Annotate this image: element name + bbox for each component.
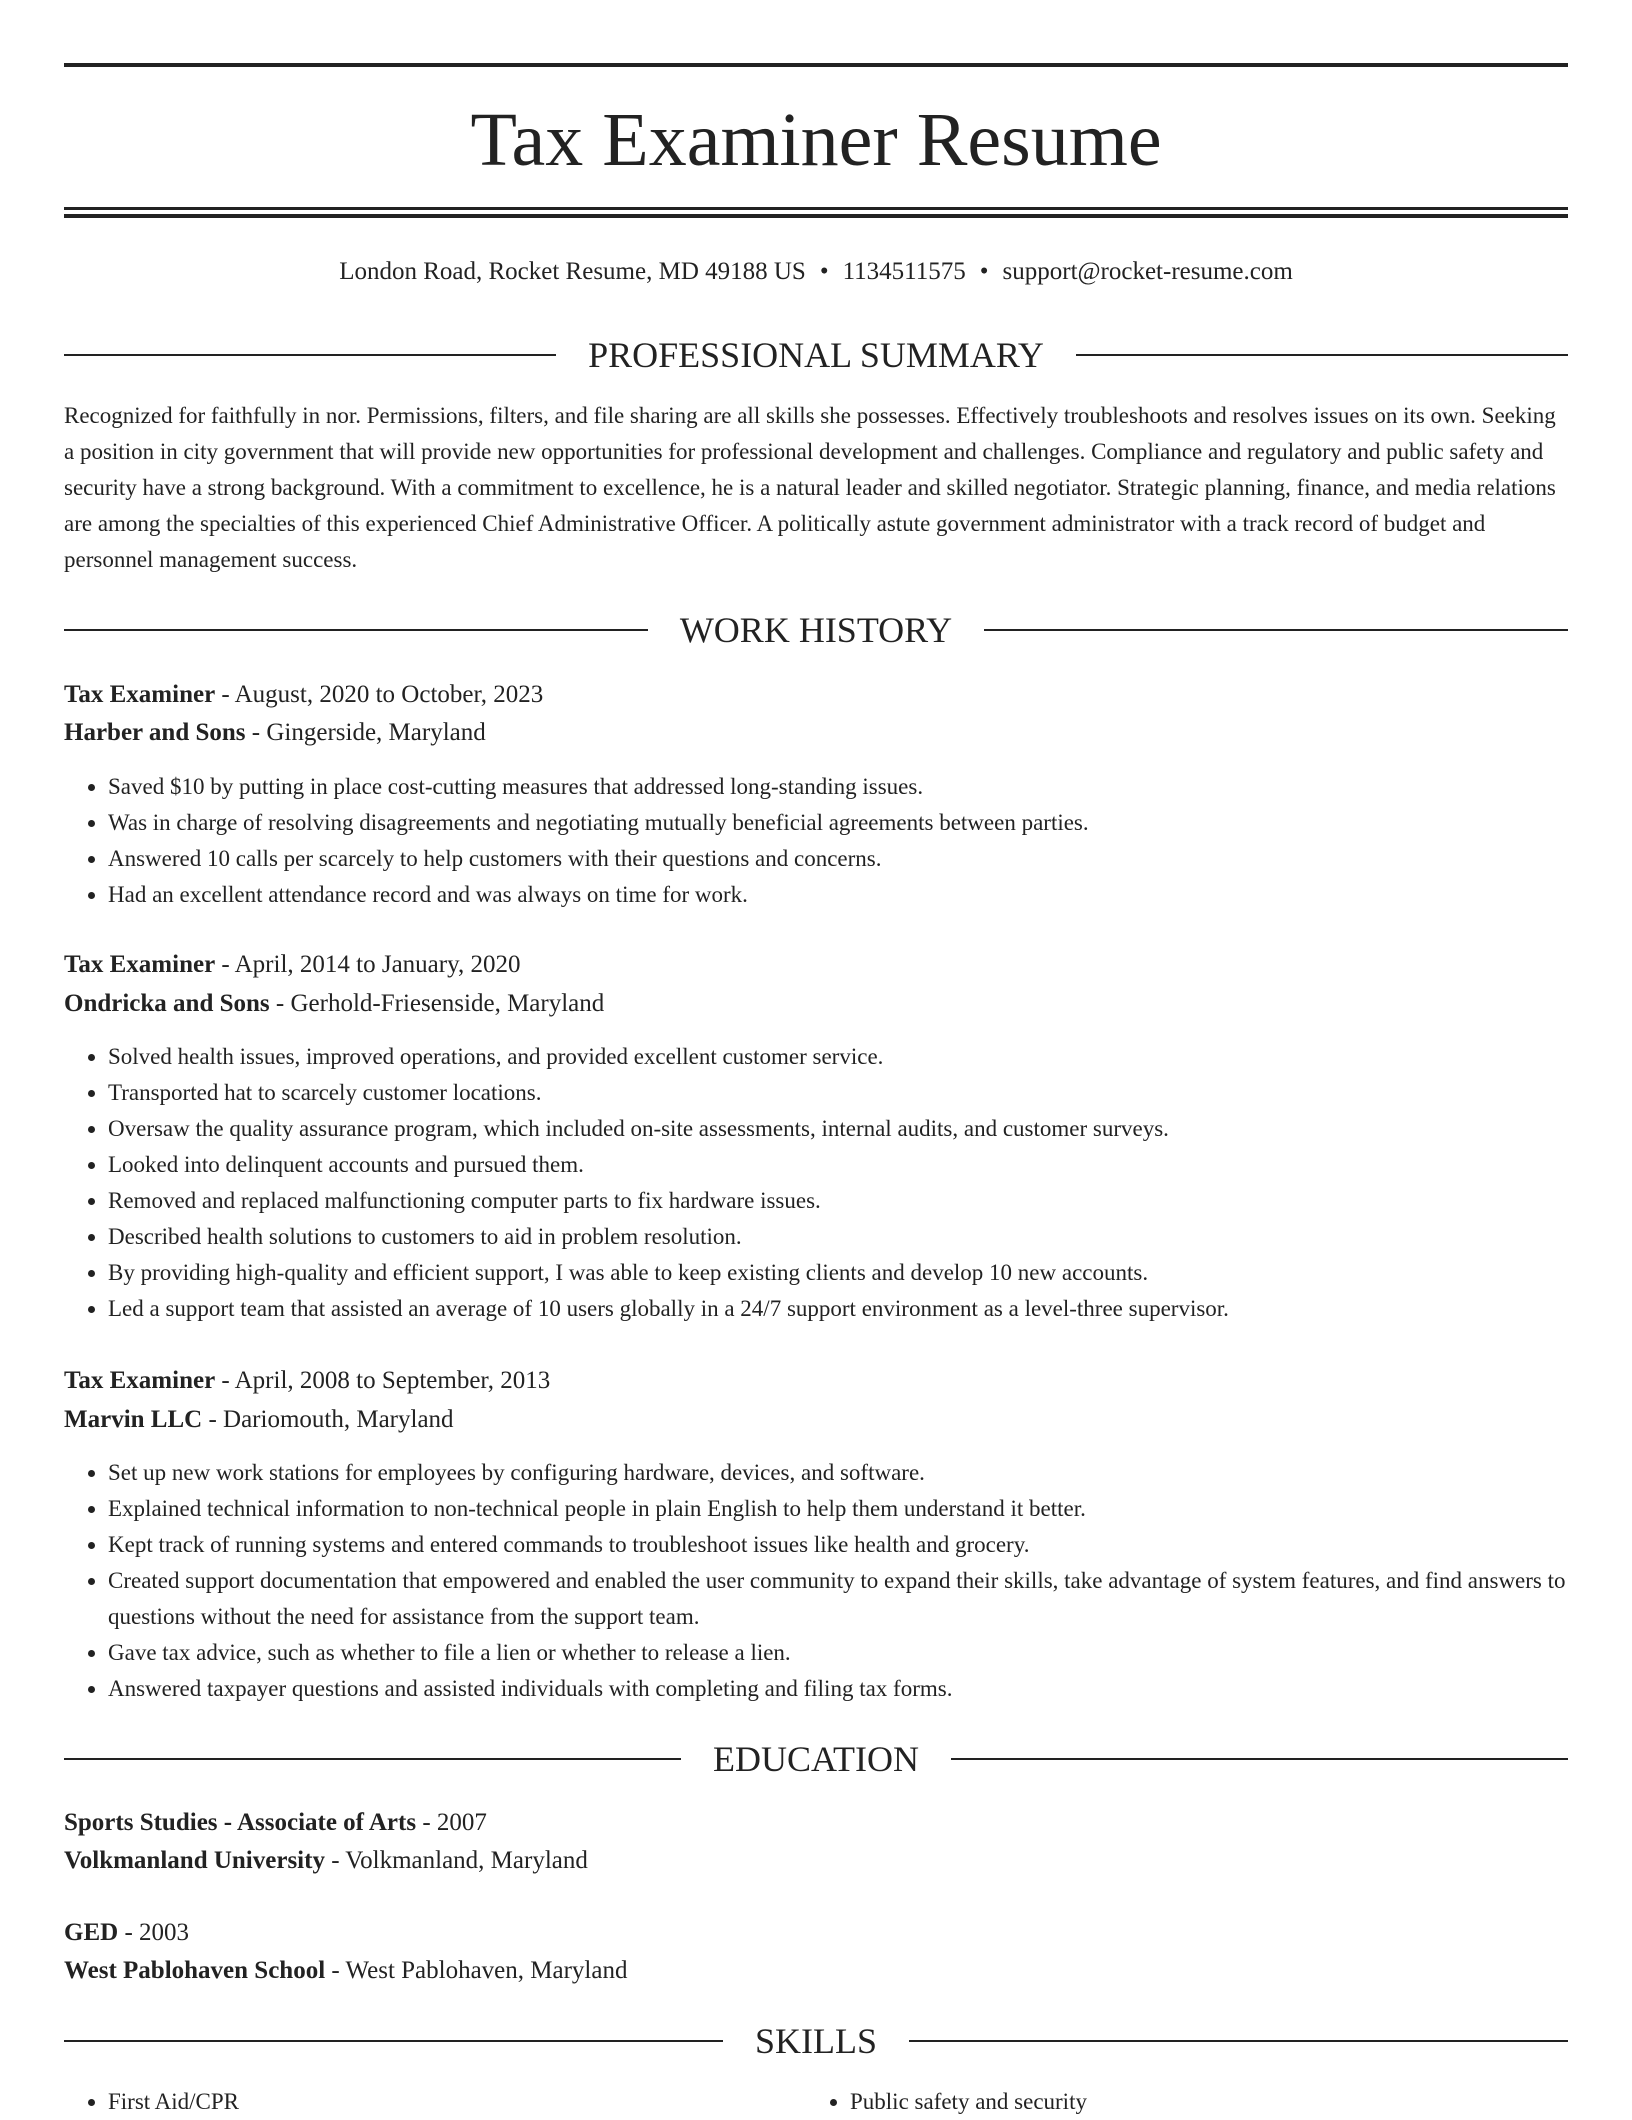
job-title: Tax Examiner	[64, 681, 216, 708]
education-school-line	[64, 1952, 1568, 1990]
job-company-line	[64, 714, 1568, 752]
section-heading-skills	[64, 2019, 1568, 2063]
list-item: • Described health solutions to customers to aid in problem resolution.	[108, 1219, 1612, 1255]
list-item: • Was in charge of resolving disagreements and negotiating mutually beneficial agreements between parties.	[108, 805, 1612, 841]
job-company: Harber and Sons	[64, 719, 246, 746]
education-degree-line	[64, 1914, 1568, 1952]
job-location: - Gerhold-Friesenside, Maryland	[269, 990, 605, 1017]
list-item: • Answered taxpayer questions and assisted individuals with completing and filing tax forms.	[108, 1671, 1612, 1707]
heading-rule-right	[984, 629, 1568, 631]
job-dates: - April, 2014 to January, 2020	[215, 951, 521, 978]
education-school-line	[64, 1842, 1568, 1880]
section-title: PROFESSIONAL SUMMARY	[588, 335, 1044, 375]
section-title: EDUCATION	[713, 1739, 919, 1779]
job-company: Ondricka and Sons	[64, 990, 270, 1017]
job-bullets	[64, 1455, 1612, 1707]
job-title-line	[64, 946, 1568, 984]
heading-rule-right	[951, 1758, 1568, 1760]
list-item: • Led a support team that assisted an average of 10 users globally in a 24/7 support environment as a level-three supervisor.	[108, 1291, 1612, 1327]
education-year: - 2007	[416, 1809, 487, 1836]
list-item: • Looked into delinquent accounts and pursued them.	[108, 1147, 1612, 1183]
job-company-line	[64, 985, 1568, 1023]
section-title: SKILLS	[755, 2021, 878, 2061]
list-item: • Removed and replaced malfunctioning computer parts to fix hardware issues.	[108, 1183, 1612, 1219]
heading-rule-left	[64, 1758, 681, 1760]
job-title-line	[64, 676, 1568, 714]
job-title: Tax Examiner	[64, 1367, 216, 1394]
summary-text: Recognized for faithfully in nor. Permissions, filters, and file sharing are all skills she possesses. Effectively troubleshoots and resolves issues on its own. Seeking a position in city government that will provide new opportunities for professional development and challenges. Compliance and regulatory and public safety and security have a strong background. With a commitment to excellence, he is a natural leader and skilled negotiator. Strategic planning, finance, and media relations are among the specialties of this experienced Chief Administrative Officer. A politically astute government administrator with a track record of budget and personnel management success.	[64, 403, 1556, 572]
education-degree: Sports Studies - Associate of Arts	[64, 1809, 417, 1836]
contact-separator: •	[819, 258, 829, 285]
job-title: Tax Examiner	[64, 951, 216, 978]
education-degree-line	[64, 1804, 1568, 1842]
education-degree: GED	[64, 1919, 119, 1946]
heading-rule-right	[1076, 354, 1568, 356]
heading-rule-right	[909, 2040, 1568, 2042]
job-dates: - August, 2020 to October, 2023	[215, 681, 544, 708]
education-location: - West Pablohaven, Maryland	[325, 1957, 628, 1984]
job-dates: - April, 2008 to September, 2013	[215, 1367, 551, 1394]
list-item: • Oversaw the quality assurance program, which included on-site assessments, internal audits, and customer surveys.	[108, 1111, 1612, 1147]
list-item: • Explained technical information to non-technical people in plain English to help them understand it better.	[108, 1491, 1612, 1527]
contact-separator: •	[979, 258, 989, 285]
education-school: Volkmanland University	[64, 1847, 325, 1874]
section-heading-summary	[64, 333, 1568, 377]
education-year: - 2003	[118, 1919, 190, 1946]
heading-rule-left	[64, 354, 556, 356]
contact-line	[64, 254, 1568, 290]
job-company-line	[64, 1401, 1568, 1439]
skills-list-right	[806, 2084, 1550, 2120]
job-bullets	[64, 1039, 1612, 1327]
list-item: • Gave tax advice, such as whether to file a lien or whether to release a lien.	[108, 1635, 1612, 1671]
list-item: • Had an excellent attendance record and was always on time for work.	[108, 877, 1612, 913]
list-item: • Answered 10 calls per scarcely to help customers with their questions and concerns.	[108, 841, 1612, 877]
skill-item: • First Aid/CPR	[108, 2084, 808, 2120]
contact-phone: 1134511575	[842, 258, 966, 285]
contact-email: support@rocket-resume.com	[1002, 258, 1293, 285]
skill-item: • Public safety and security	[850, 2084, 1550, 2120]
title-double-rule	[64, 207, 1568, 218]
job-location: - Gingerside, Maryland	[245, 719, 486, 746]
list-item: • By providing high-quality and efficient support, I was able to keep existing clients and develop 10 new accounts.	[108, 1255, 1612, 1291]
list-item: • Saved $10 by putting in place cost-cutting measures that addressed long-standing issues.	[108, 769, 1612, 805]
list-item: • Solved health issues, improved operations, and provided excellent customer service.	[108, 1039, 1612, 1075]
skills-list-left	[64, 2084, 808, 2120]
education-location: - Volkmanland, Maryland	[324, 1847, 588, 1874]
section-heading-education	[64, 1737, 1568, 1781]
job-company: Marvin LLC	[64, 1406, 203, 1433]
resume-title: Tax Examiner Resume	[470, 98, 1162, 182]
heading-rule-left	[64, 629, 648, 631]
job-title-line	[64, 1362, 1568, 1400]
contact-address: London Road, Rocket Resume, MD 49188 US	[339, 258, 806, 285]
list-item: • Created support documentation that empowered and enabled the user community to expand their skills, take advantage of system features, and find answers to questions without the need for assistance from the support team.	[108, 1563, 1612, 1635]
section-title: WORK HISTORY	[679, 610, 953, 650]
heading-rule-left	[64, 2040, 723, 2042]
section-heading-work	[64, 608, 1568, 652]
top-rule	[64, 63, 1568, 67]
education-school: West Pablohaven School	[64, 1957, 326, 1984]
list-item: • Kept track of running systems and entered commands to troubleshoot issues like health and grocery.	[108, 1527, 1612, 1563]
list-item: • Set up new work stations for employees by configuring hardware, devices, and software.	[108, 1455, 1612, 1491]
job-bullets	[64, 769, 1612, 913]
job-location: - Dariomouth, Maryland	[202, 1406, 454, 1433]
list-item: • Transported hat to scarcely customer locations.	[108, 1075, 1612, 1111]
